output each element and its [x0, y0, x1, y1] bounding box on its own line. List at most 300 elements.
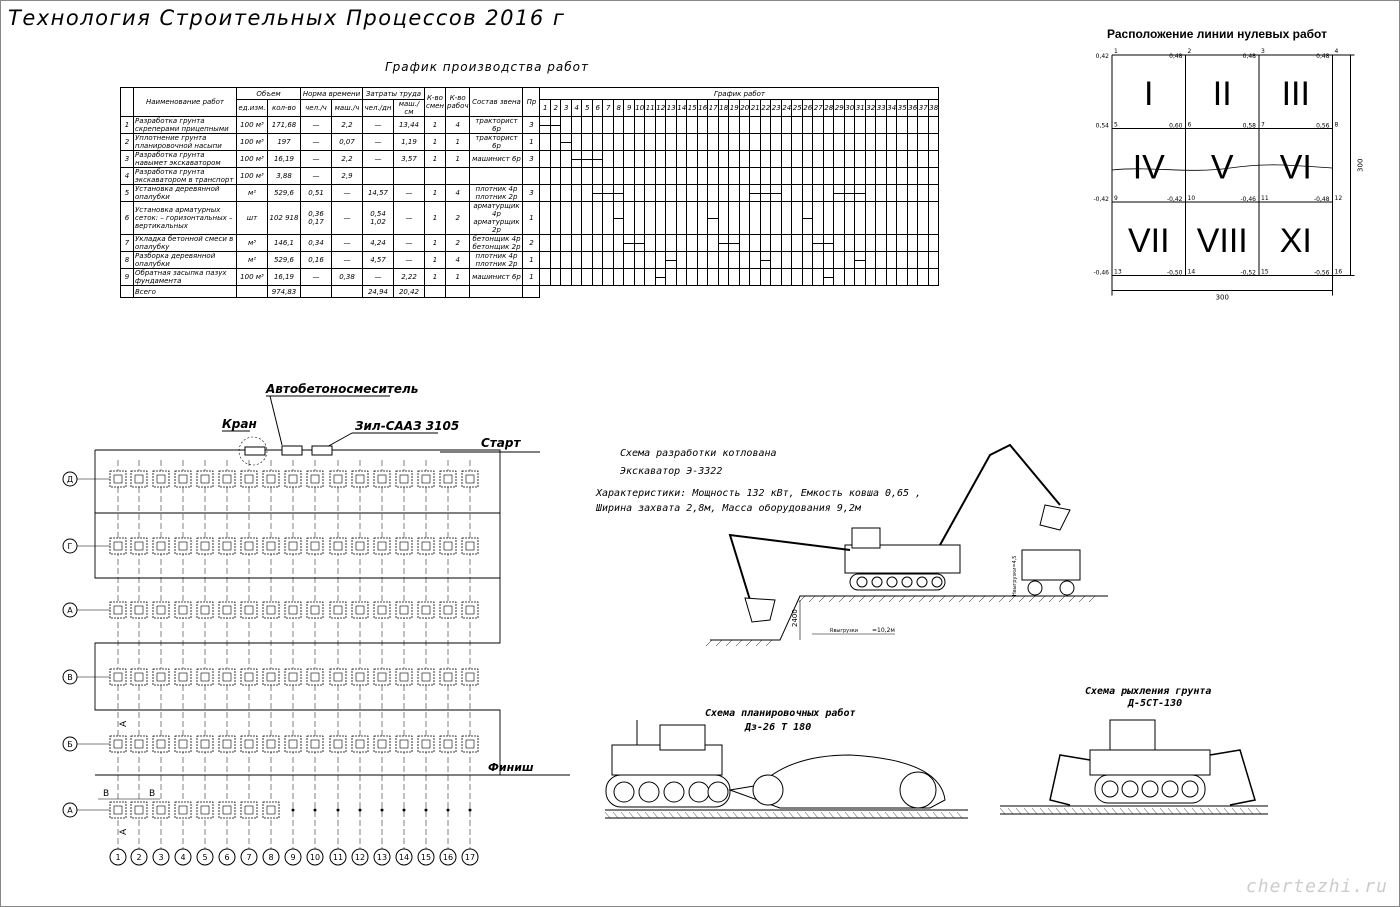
corner-mark: -0,50 [1166, 269, 1183, 277]
hatch [1120, 808, 1125, 814]
cell: 100 м³ [237, 269, 268, 286]
col-axis-label: 6 [224, 853, 230, 862]
hatch [1049, 596, 1055, 602]
cell: — [363, 269, 394, 286]
column [223, 475, 231, 483]
column [223, 806, 231, 814]
column [245, 606, 253, 614]
column [179, 740, 187, 748]
row-axis-label: А [67, 606, 73, 615]
cell: 1 [425, 117, 446, 134]
hatch [1152, 808, 1157, 814]
backhoe-bucket [745, 598, 775, 622]
excavator-boom [940, 445, 1060, 545]
corner-mark: 0,58 [1242, 122, 1256, 130]
column [223, 542, 231, 550]
pile-point [403, 809, 406, 812]
day-col-12: 12 [655, 100, 666, 117]
hatch [629, 812, 634, 818]
column [157, 806, 165, 814]
excavation-title: Схема разработки котлована [620, 448, 777, 459]
cell: 2,2 [332, 117, 363, 134]
track-wheel [857, 577, 867, 587]
day-col-14: 14 [676, 100, 687, 117]
hatch [877, 812, 882, 818]
zone-label: I [1144, 74, 1154, 113]
pile-point [447, 809, 450, 812]
column [135, 542, 143, 550]
pile-point [359, 809, 362, 812]
hatch [725, 812, 730, 818]
hatch [999, 596, 1005, 602]
cell: 4,24 [363, 235, 394, 252]
cell: 4,57 [363, 252, 394, 269]
pile-point [314, 809, 317, 812]
corner-id: 14 [1187, 268, 1196, 276]
hatch [1088, 808, 1093, 814]
cell: 4 [446, 117, 470, 134]
hatch [1224, 808, 1229, 814]
column [356, 606, 364, 614]
hatch [661, 812, 666, 818]
hatch [893, 812, 898, 818]
hatch [879, 596, 885, 602]
col-axis-label: 11 [332, 853, 344, 862]
hatch [1184, 808, 1189, 814]
cell: 2 [446, 235, 470, 252]
column [466, 673, 474, 681]
column [378, 606, 386, 614]
hatch [1089, 596, 1095, 602]
column [157, 606, 165, 614]
truck-label: Зил-СААЗ 3105 [355, 419, 460, 433]
column [422, 475, 430, 483]
hatch [669, 812, 674, 818]
column [201, 806, 209, 814]
column [289, 475, 297, 483]
hatch [1064, 808, 1069, 814]
col-workers: К-во рабоч [446, 88, 470, 117]
hatch [1240, 808, 1245, 814]
hatch [901, 812, 906, 818]
day-col-32: 32 [865, 100, 876, 117]
hatch [765, 812, 770, 818]
column [201, 673, 209, 681]
column [466, 740, 474, 748]
cell: 0,36 0,17 [301, 202, 332, 235]
corner-mark: 0,48 [1316, 53, 1330, 60]
day-col-5: 5 [582, 100, 593, 117]
cell: м³ [237, 235, 268, 252]
hatch [1232, 808, 1237, 814]
column [114, 740, 122, 748]
hatch [1176, 808, 1181, 814]
col-name: Наименование работ [134, 88, 237, 117]
zone-label: VI [1279, 148, 1312, 187]
col-axis-label: 9 [290, 853, 296, 862]
day-col-22: 22 [760, 100, 771, 117]
cell: м² [237, 252, 268, 269]
column [466, 606, 474, 614]
corner-mark: -0,48 [1313, 196, 1330, 203]
day-col-37: 37 [918, 100, 929, 117]
column [400, 740, 408, 748]
corner-id: 11 [1261, 195, 1269, 202]
track-wheel [1102, 781, 1118, 797]
column [245, 806, 253, 814]
day-col-35: 35 [897, 100, 908, 117]
cell: 197 [268, 134, 301, 151]
cell: 146,1 [268, 235, 301, 252]
col-labor-man: чел./дн [363, 100, 394, 117]
dim-width: 300 [1215, 293, 1229, 302]
column [179, 673, 187, 681]
hatch [645, 812, 650, 818]
corner-mark: 0,48 [1169, 53, 1183, 60]
col-axis-label: 3 [158, 853, 164, 862]
corner-id: 12 [1334, 195, 1343, 202]
pile-point [381, 809, 384, 812]
corner-mark: 0,54 [1095, 122, 1109, 130]
hatch [736, 640, 742, 646]
hatch [685, 812, 690, 818]
col-axis-label: 16 [442, 853, 454, 862]
truck-wheel [1028, 581, 1042, 595]
column [201, 475, 209, 483]
hatch [605, 812, 610, 818]
mark-b: В [149, 789, 156, 799]
hatch [1016, 808, 1021, 814]
col-days: Пр [523, 88, 540, 117]
cell: — [394, 202, 425, 235]
col-axis-label: 14 [398, 853, 410, 862]
hatch [1248, 808, 1253, 814]
day-col-9: 9 [624, 100, 635, 117]
mixer-icon [282, 446, 302, 455]
day-col-28: 28 [823, 100, 834, 117]
height-label: Hвыгрузки=4,5 [1012, 555, 1018, 596]
hatch [653, 812, 658, 818]
hatch [716, 640, 722, 646]
hatch [741, 812, 746, 818]
corner-id: 15 [1261, 268, 1269, 276]
hatch [821, 812, 826, 818]
column [267, 475, 275, 483]
column [289, 673, 297, 681]
column [400, 673, 408, 681]
hatch [677, 812, 682, 818]
hatch [706, 640, 712, 646]
cell: 3,88 [268, 168, 301, 185]
cell: арматурщик 4р арматурщик 2р [470, 202, 523, 235]
column [179, 606, 187, 614]
corner-id: 16 [1334, 268, 1343, 276]
loosening-title: Схема рыхления грунта [1085, 686, 1212, 697]
truck-icon [312, 446, 332, 455]
cell: — [301, 117, 332, 134]
cell: 1 [425, 202, 446, 235]
column [466, 542, 474, 550]
hatch [1112, 808, 1117, 814]
hatch [613, 812, 618, 818]
hatch [959, 596, 965, 602]
day-col-7: 7 [603, 100, 614, 117]
hatch [1040, 808, 1045, 814]
cell: — [332, 235, 363, 252]
hatch [899, 596, 905, 602]
column [223, 606, 231, 614]
day-col-4: 4 [571, 100, 582, 117]
backhoe-arm [730, 535, 850, 600]
col-crew: Состав звена [470, 88, 523, 117]
track-wheel [614, 782, 634, 802]
column [400, 475, 408, 483]
col-axis-label: 5 [202, 853, 208, 862]
column [400, 542, 408, 550]
hatch [709, 812, 714, 818]
column [378, 475, 386, 483]
cell: 9 [121, 269, 134, 286]
corner-mark: -0,42 [1093, 196, 1109, 203]
column [245, 740, 253, 748]
hatch [1096, 808, 1101, 814]
column [311, 542, 319, 550]
hatch [1029, 596, 1035, 602]
col-axis-label: 13 [376, 853, 388, 862]
hatch [781, 812, 786, 818]
hatch [861, 812, 866, 818]
corner-mark: 0,42 [1095, 53, 1109, 60]
corner-mark: 0,48 [1242, 53, 1256, 60]
column [179, 542, 187, 550]
hatch [1019, 596, 1025, 602]
column [422, 740, 430, 748]
column [223, 740, 231, 748]
radius-value: =10,2м [872, 627, 895, 634]
day-col-8: 8 [613, 100, 624, 117]
day-col-23: 23 [771, 100, 782, 117]
column [201, 542, 209, 550]
cell: машинист 6р [470, 269, 523, 286]
hatch [939, 596, 945, 602]
col-axis-label: 10 [309, 853, 321, 862]
cell: Обратная засыпка пазух фундамента [134, 269, 237, 286]
column [114, 673, 122, 681]
column [334, 673, 342, 681]
truck-body [1022, 550, 1080, 580]
col-axis-label: 12 [354, 853, 366, 862]
col-axis-label: 17 [464, 853, 476, 862]
cell: Установка деревянной опалубки [134, 185, 237, 202]
track-wheel [664, 782, 684, 802]
cell: 2 [121, 134, 134, 151]
corner-id: 13 [1114, 268, 1122, 276]
hatch [1144, 808, 1149, 814]
cell: 1 [425, 151, 446, 168]
cell: машинист 6р [470, 151, 523, 168]
column [466, 475, 474, 483]
hatch [789, 812, 794, 818]
cell: 1 [425, 235, 446, 252]
day-col-1: 1 [540, 100, 551, 117]
cell: плотник 4р плотник 2р [470, 185, 523, 202]
column [157, 740, 165, 748]
column [245, 475, 253, 483]
column [378, 542, 386, 550]
cell: 16,19 [268, 269, 301, 286]
col-axis-label: 4 [180, 853, 186, 862]
hatch [746, 640, 752, 646]
hatch [749, 812, 754, 818]
cell: тракторист 6р [470, 117, 523, 134]
hatch [1056, 808, 1061, 814]
cell: — [301, 151, 332, 168]
track-wheel [932, 577, 942, 587]
cell: 2,2 [332, 151, 363, 168]
column [245, 542, 253, 550]
hatch [805, 812, 810, 818]
planning-title: Схема планировочных работ [705, 708, 856, 719]
cell: 16,19 [268, 151, 301, 168]
cell: 0,34 [301, 235, 332, 252]
zone-label: IV [1132, 148, 1165, 187]
cell: Разработка грунта навымет экскаватором [134, 151, 237, 168]
hatch [909, 596, 915, 602]
hatch [717, 812, 722, 818]
day-col-11: 11 [645, 100, 656, 117]
row-axis-label: Г [67, 542, 73, 551]
track-wheel [1162, 781, 1178, 797]
crane-label: Кран [222, 417, 257, 431]
mark-a: А [119, 720, 129, 727]
corner-id: 4 [1334, 48, 1339, 55]
hatch [693, 812, 698, 818]
cell: — [301, 269, 332, 286]
column [267, 806, 275, 814]
corner-mark: 0,56 [1316, 122, 1330, 130]
column [444, 673, 452, 681]
start-label: Старт [481, 436, 521, 450]
hatch [917, 812, 922, 818]
hatch [949, 812, 954, 818]
column [135, 475, 143, 483]
column [135, 673, 143, 681]
cell: 102 918 [268, 202, 301, 235]
day-col-29: 29 [834, 100, 845, 117]
hatch [845, 812, 850, 818]
hatch [949, 596, 955, 602]
col-norm-mach: маш./ч [332, 100, 363, 117]
track-wheel [1142, 781, 1158, 797]
bulldozer-body [1090, 750, 1210, 775]
column [444, 740, 452, 748]
cell: 100 м³ [237, 134, 268, 151]
tractor-cab [660, 725, 705, 750]
cell: 2 [523, 235, 540, 252]
cell: — [301, 168, 332, 185]
day-col-25: 25 [792, 100, 803, 117]
hatch [929, 596, 935, 602]
planning-machine: Дз-26 Т 180 [745, 722, 812, 733]
column [157, 475, 165, 483]
hatch [1059, 596, 1065, 602]
column [311, 606, 319, 614]
hatch [859, 596, 865, 602]
excavator-bucket [1040, 505, 1070, 530]
hatch [919, 596, 925, 602]
column [334, 542, 342, 550]
cell: — [332, 252, 363, 269]
cell: шт [237, 202, 268, 235]
day-col-2: 2 [550, 100, 561, 117]
finish-label: Финиш [488, 761, 534, 774]
cell: 529,6 [268, 252, 301, 269]
hatch [853, 812, 858, 818]
cell: тракторист 6р [470, 134, 523, 151]
cell: 1 [425, 252, 446, 269]
day-col-38: 38 [928, 100, 939, 117]
corner-id: 5 [1114, 121, 1118, 129]
cell: Установка арматурных сеток: – горизонтальных – вертикальных [134, 202, 237, 235]
cell: — [363, 134, 394, 151]
corner-mark: -0,42 [1166, 196, 1183, 203]
day-col-20: 20 [739, 100, 750, 117]
mixer-label: Автобетоносмеситель [266, 382, 419, 396]
excavation-machine: Экскаватор Э-3322 [620, 466, 723, 477]
cell: 1 [523, 202, 540, 235]
dozer-blade [1210, 750, 1255, 805]
column [267, 606, 275, 614]
cell: Уплотнение грунта планировочной насыпи [134, 134, 237, 151]
hatch [766, 640, 772, 646]
cell: 4 [446, 185, 470, 202]
day-col-27: 27 [813, 100, 824, 117]
cell: — [363, 117, 394, 134]
column [289, 740, 297, 748]
column [223, 673, 231, 681]
cell: м² [237, 185, 268, 202]
col-axis-label: 8 [268, 853, 274, 862]
cell: — [332, 185, 363, 202]
cell: плотник 4р плотник 2р [470, 252, 523, 269]
cell: 1 [446, 134, 470, 151]
column [114, 806, 122, 814]
total-cell: 974,83 [268, 286, 301, 298]
hatch [733, 812, 738, 818]
column [135, 806, 143, 814]
cell: — [363, 151, 394, 168]
day-col-21: 21 [750, 100, 761, 117]
cell: 171,68 [268, 117, 301, 134]
col-axis-label: 7 [246, 853, 252, 862]
hatch [837, 812, 842, 818]
hatch [1008, 808, 1013, 814]
pile-point [337, 809, 340, 812]
dig-depth: 2400 [791, 609, 799, 627]
cell: 0,54 1,02 [363, 202, 394, 235]
watermark: chertezhi.ru [1245, 876, 1388, 897]
corner-mark: -0,56 [1313, 269, 1330, 277]
col-norm-man: чел./ч [301, 100, 332, 117]
track-wheel [689, 782, 709, 802]
col-labor: Затраты труда [363, 88, 425, 100]
day-col-16: 16 [697, 100, 708, 117]
cell: 1,19 [394, 134, 425, 151]
column [334, 606, 342, 614]
hatch [1104, 808, 1109, 814]
hatch [1168, 808, 1173, 814]
pile-point [425, 809, 428, 812]
